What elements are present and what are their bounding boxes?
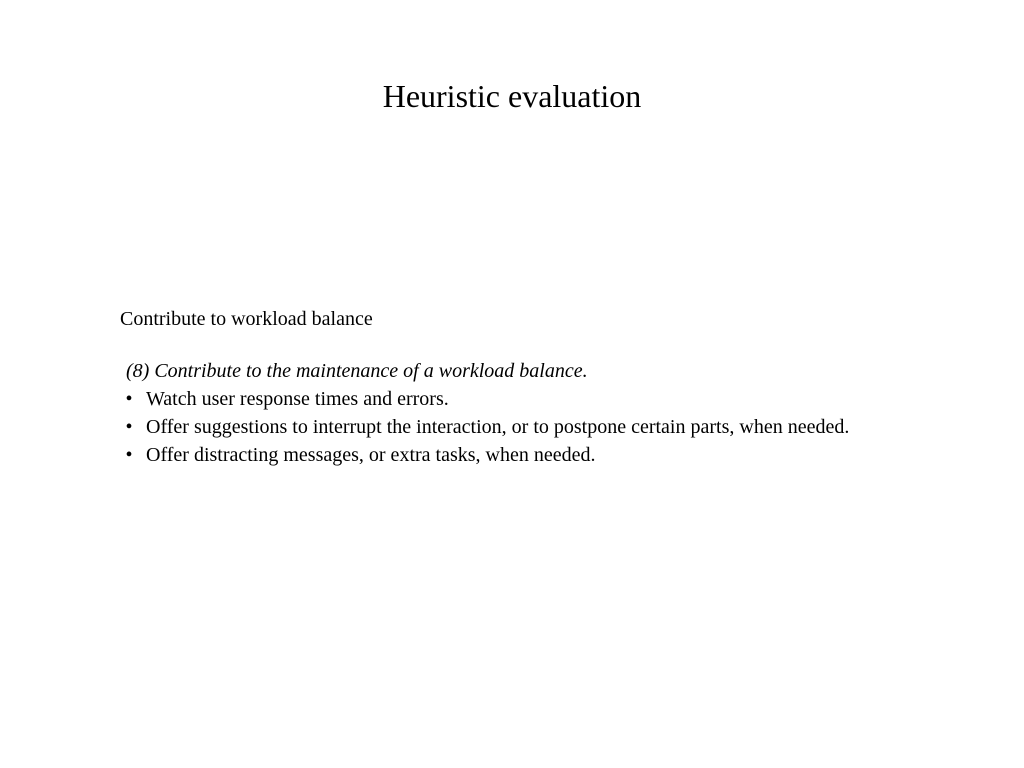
bullet-text: Offer suggestions to interrupt the interaction, or to postpone certain parts, when needed. — [146, 416, 850, 438]
bullet-text: Offer distracting messages, or extra tasks, when needed. — [146, 444, 596, 466]
bullet-icon: • — [125, 388, 133, 410]
bullet-item — [120, 385, 849, 413]
bullet-item — [120, 413, 849, 441]
section-subtitle: Contribute to workload balance — [120, 308, 373, 330]
bullet-icon: • — [125, 444, 133, 466]
bullet-icon: • — [125, 416, 133, 438]
bullet-item — [120, 441, 849, 469]
bullet-list — [120, 385, 849, 469]
slide-title: Heuristic evaluation — [382, 78, 642, 114]
heuristic-statement: (8) Contribute to the maintenance of a workload balance. — [126, 360, 588, 382]
bullet-text: Watch user response times and errors. — [146, 388, 449, 410]
